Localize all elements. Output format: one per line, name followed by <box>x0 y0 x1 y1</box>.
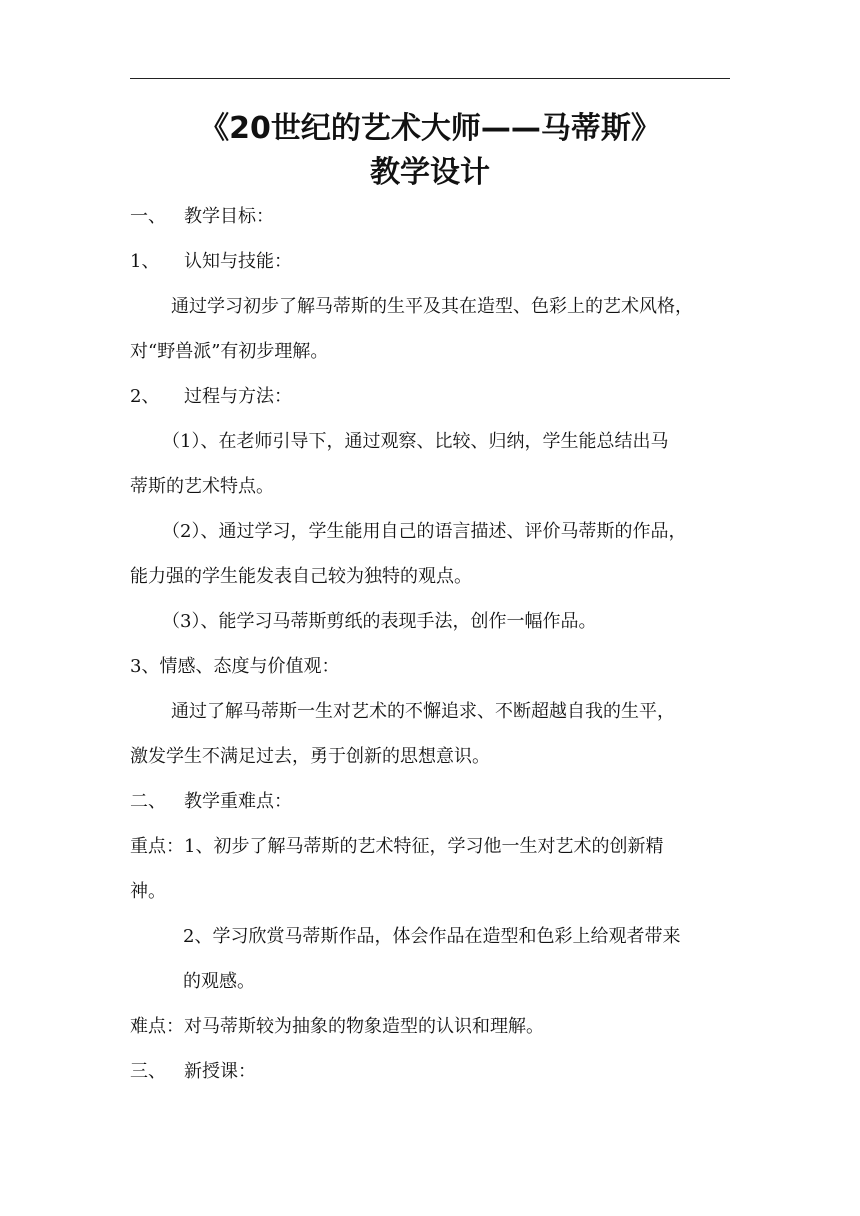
paragraph-line: （3）、能学习马蒂斯剪纸的表现手法，创作一幅作品。 <box>162 611 597 632</box>
section-2-number: 二、 <box>130 791 166 812</box>
paragraph-line: 重点：1、初步了解马蒂斯的艺术特征，学习他一生对艺术的创新精 <box>130 836 664 857</box>
paragraph-line: （1）、在老师引导下，通过观察、比较、归纳，学生能总结出马 <box>162 431 669 452</box>
paragraph-line: 通过学习初步了解马蒂斯的生平及其在造型、色彩上的艺术风格， <box>171 296 693 317</box>
subsection-1-3-heading: 3、情感、态度与价值观： <box>130 656 340 677</box>
section-1-number: 一、 <box>130 206 166 227</box>
paragraph-line: （2）、通过学习，学生能用自己的语言描述、评价马蒂斯的作品， <box>162 521 687 542</box>
paragraph-line: 对“野兽派”有初步理解。 <box>130 341 329 362</box>
paragraph-line: 难点：对马蒂斯较为抽象的物象造型的认识和理解。 <box>130 1016 544 1037</box>
subsection-1-2-number: 2、 <box>130 386 160 407</box>
section-1-title: 教学目标： <box>184 206 274 227</box>
paragraph-line: 蒂斯的艺术特点。 <box>130 476 274 497</box>
section-2-heading <box>130 793 292 811</box>
section-3-heading <box>130 1063 256 1081</box>
paragraph-line: 能力强的学生能发表自己较为独特的观点。 <box>130 566 472 587</box>
section-3-number: 三、 <box>130 1061 166 1082</box>
subsection-1-2-heading <box>130 388 292 406</box>
subsection-1-1-title: 认知与技能： <box>184 251 292 272</box>
subsection-1-2-title: 过程与方法： <box>184 386 292 407</box>
paragraph-line: 通过了解马蒂斯一生对艺术的不懈追求、不断超越自我的生平， <box>171 701 675 722</box>
header-rule <box>130 78 730 79</box>
subsection-1-1-number: 1、 <box>130 251 160 272</box>
paragraph-line: 的观感。 <box>183 971 255 992</box>
document-title: 《20世纪的艺术大师——马蒂斯》 <box>199 111 661 146</box>
subsection-1-1-heading <box>130 253 292 271</box>
paragraph-line: 激发学生不满足过去，勇于创新的思想意识。 <box>130 746 490 767</box>
section-2-title: 教学重难点： <box>184 791 292 812</box>
document-subtitle: 教学设计 <box>370 155 490 190</box>
section-1-heading <box>130 208 274 226</box>
paragraph-line: 2、学习欣赏马蒂斯作品，体会作品在造型和色彩上给观者带来 <box>183 926 681 947</box>
section-3-title: 新授课： <box>184 1061 256 1082</box>
paragraph-line: 神。 <box>130 881 166 902</box>
